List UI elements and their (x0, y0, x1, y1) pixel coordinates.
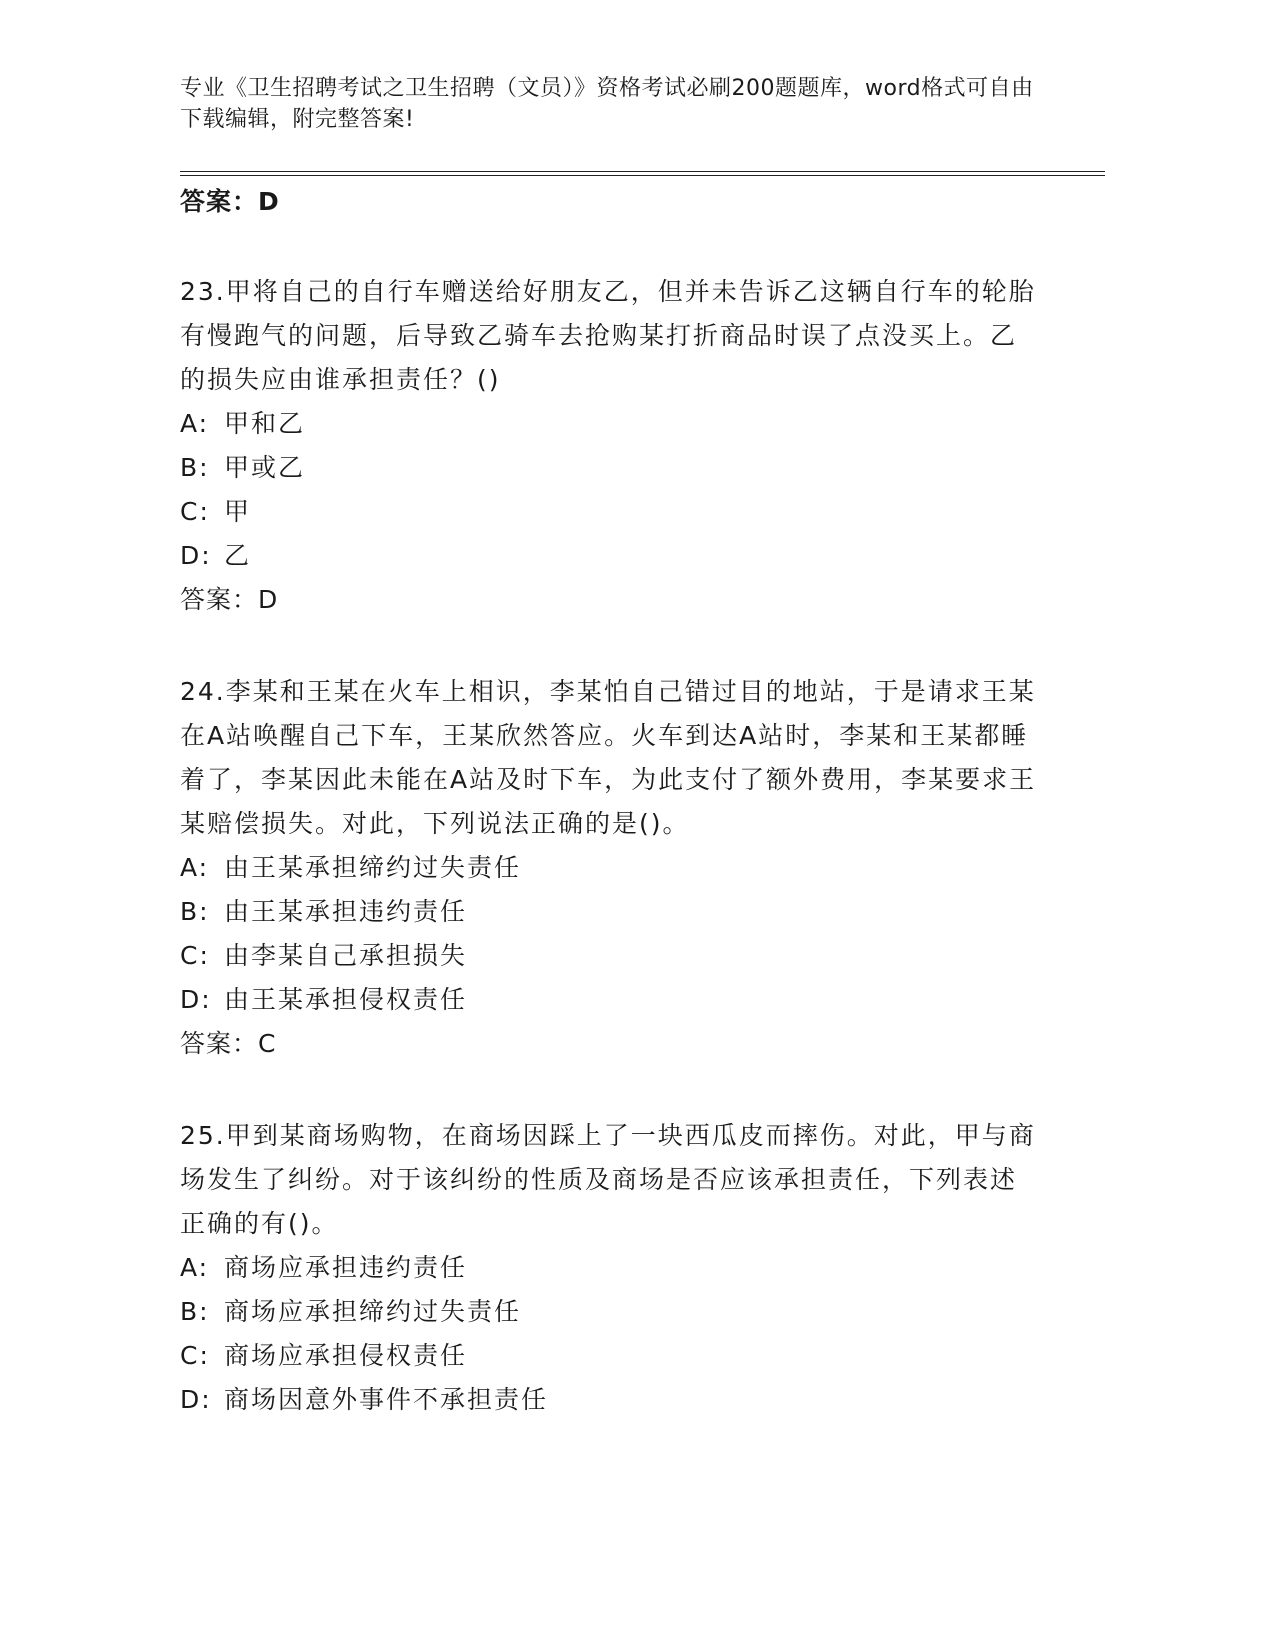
option-list (180, 1246, 1040, 1422)
question-stem: 25.甲到某商场购物，在商场因踩上了一块西瓜皮而摔伤。对此，甲与商场发生了纠纷。对于该纠纷的性质及商场是否应该承担责任，下列表述正确的有()。 (180, 1121, 1036, 1238)
option-d: D: 商场因意外事件不承担责任 (180, 1385, 549, 1414)
document-header: 专业《卫生招聘考试之卫生招聘（文员）》资格考试必刷200题题库，word格式可自由下载编辑，附完整答案! (180, 76, 1034, 132)
option-list (180, 402, 1040, 578)
header-divider-top (180, 171, 1105, 172)
option-d: D: 由王某承担侵权责任 (180, 985, 468, 1014)
option-list (180, 846, 1040, 1022)
option-c: C: 甲 (180, 497, 252, 526)
question-23 (180, 270, 1040, 622)
option-a: A: 由王某承担缔约过失责任 (180, 853, 522, 882)
question-25 (180, 1114, 1040, 1422)
option-c: C: 商场应承担侵权责任 (180, 1341, 468, 1370)
question-stem: 23.甲将自己的自行车赠送给好朋友乙，但并未告诉乙这辆自行车的轮胎有慢跑气的问题，后导致乙骑车去抢购某打折商品时误了点没买上。乙的损失应由谁承担责任？() (180, 277, 1036, 394)
option-b: B: 甲或乙 (180, 453, 306, 482)
answer-line: 答案：D (180, 187, 280, 216)
document-body (180, 182, 1040, 1422)
question-stem: 24.李某和王某在火车上相识，李某怕自己错过目的地站，于是请求王某在A站唤醒自己下车，王某欣然答应。火车到达A站时，李某和王某都睡着了，李某因此未能在A站及时下车，为此支付了额外费用，李某要求王某赔偿损失。对此，下列说法正确的是()。 (180, 677, 1037, 838)
option-c: C: 由李某自己承担损失 (180, 941, 468, 970)
option-a: A: 商场应承担违约责任 (180, 1253, 468, 1282)
answer-line: 答案：D (180, 585, 279, 614)
header-divider-bottom (180, 175, 1105, 176)
option-d: D: 乙 (180, 541, 252, 570)
answer-line: 答案：C (180, 1029, 277, 1058)
question-24 (180, 670, 1040, 1066)
option-b: B: 商场应承担缔约过失责任 (180, 1297, 522, 1326)
option-a: A: 甲和乙 (180, 409, 306, 438)
option-b: B: 由王某承担违约责任 (180, 897, 468, 926)
